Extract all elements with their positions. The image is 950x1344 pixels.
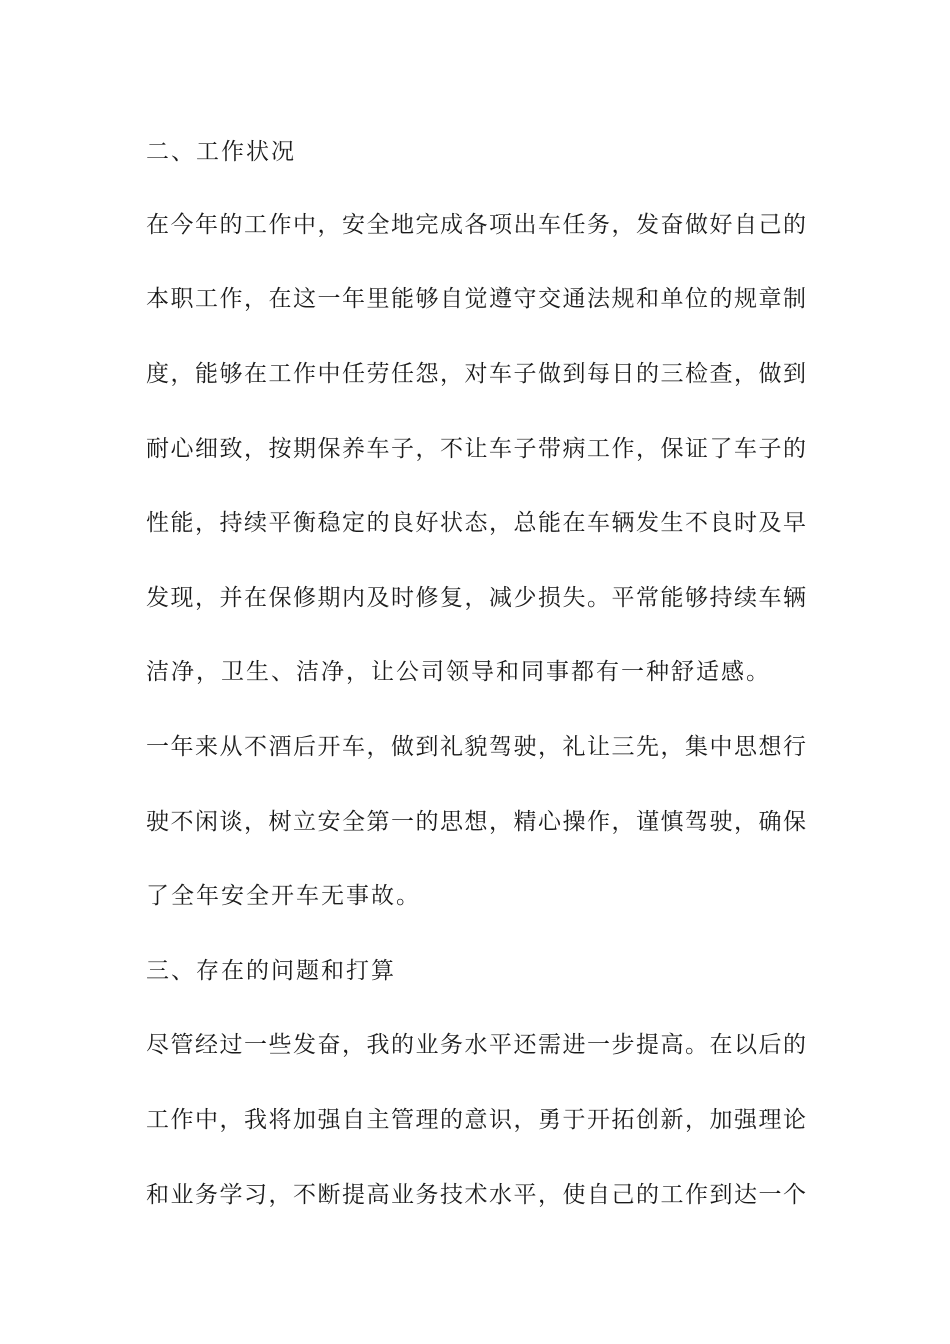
- paragraph-line: 尽管经过一些发奋，我的业务水平还需进一步提高。在以后的: [146, 1032, 806, 1058]
- paragraph-line: 耐心细致，按期保养车子，不让车子带病工作，保证了车子的: [146, 436, 806, 462]
- paragraph-line: 洁净，卫生、洁净，让公司领导和同事都有一种舒适感。: [146, 659, 771, 685]
- paragraph-line: 了全年安全开车无事故。: [146, 883, 421, 909]
- paragraph-line: 和业务学习，不断提高业务技术水平，使自己的工作到达一个: [146, 1182, 806, 1208]
- paragraph-line: 度，能够在工作中任劳任怨，对车子做到每日的三检查，做到: [146, 361, 806, 387]
- paragraph-line: 本职工作，在这一年里能够自觉遵守交通法规和单位的规章制: [146, 286, 806, 312]
- paragraph-line: 性能，持续平衡稳定的良好状态，总能在车辆发生不良时及早: [146, 510, 806, 536]
- section-heading-problems-plans: 三、存在的问题和打算: [146, 958, 396, 984]
- paragraph-line: 驶不闲谈，树立安全第一的思想，精心操作，谨慎驾驶，确保: [146, 809, 806, 835]
- paragraph-line: 一年来从不酒后开车，做到礼貌驾驶，礼让三先，集中思想行: [146, 734, 806, 760]
- section-heading-work-status: 二、工作状况: [146, 139, 296, 165]
- paragraph-line: 在今年的工作中，安全地完成各项出车任务，发奋做好自己的: [146, 212, 806, 238]
- paragraph-line: 发现，并在保修期内及时修复，减少损失。平常能够持续车辆: [146, 585, 806, 611]
- paragraph-line: 工作中，我将加强自主管理的意识，勇于开拓创新，加强理论: [146, 1107, 806, 1133]
